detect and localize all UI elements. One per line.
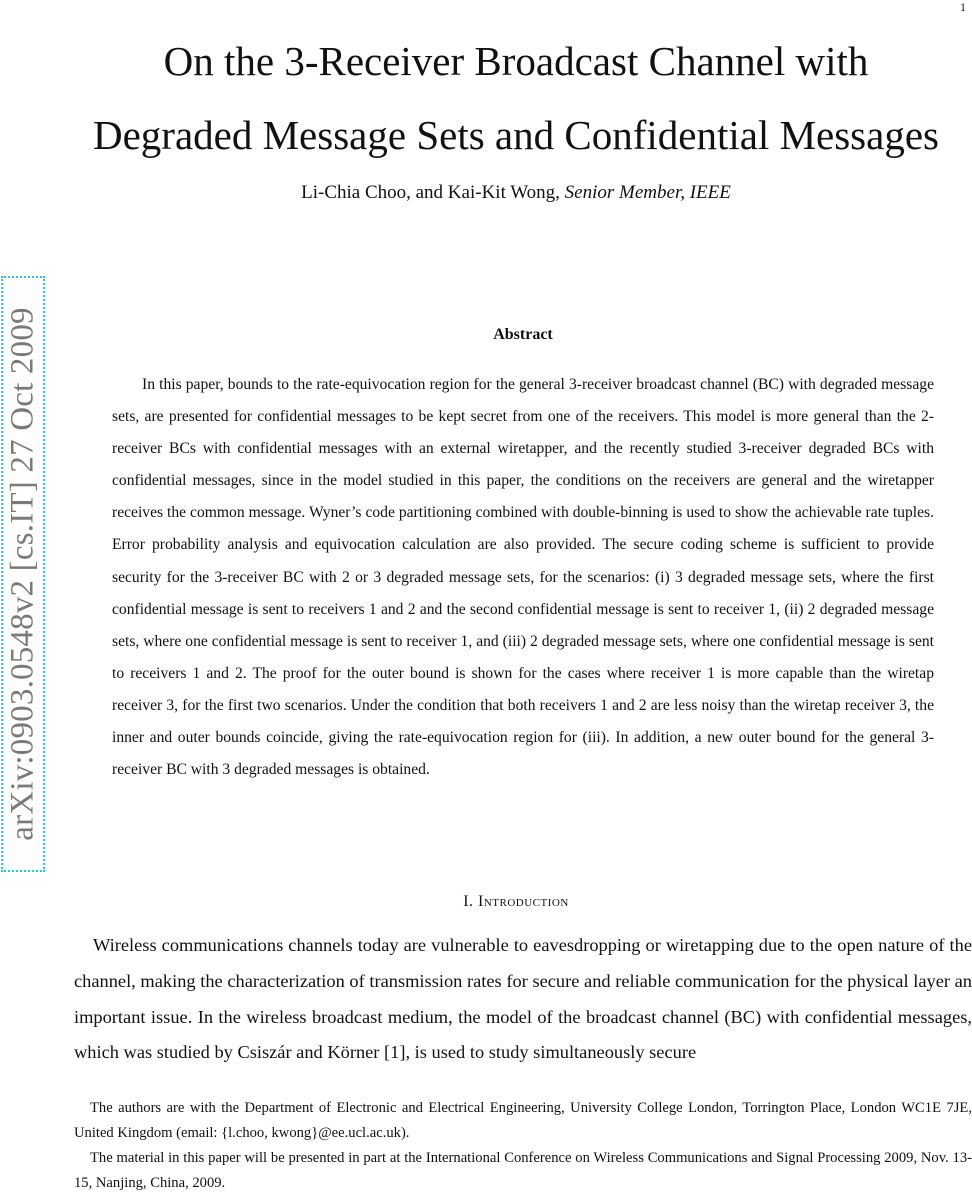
footnote-affiliation: The authors are with the Department of Electronic and Electrical Engineering, University College London, Torrington Place, London WC1E 7JE, United Kingdom (email: {l.choo, kwong}@ee.ucl.ac.uk). xyxy=(74,1100,972,1141)
section-numeral: I. xyxy=(463,893,479,910)
abstract-heading: Abstract xyxy=(493,326,553,343)
page-number: 1 xyxy=(960,0,966,14)
title-line-2: Degraded Message Sets and Confidential Messages xyxy=(93,112,939,158)
title-line-1: On the 3-Receiver Broadcast Channel with xyxy=(163,38,869,84)
footnote-presentation: The material in this paper will be presented in part at the International Conference on Wireless Communications and Signal Processing 2009, Nov. 13-15, Nanjing, China, 2009. xyxy=(74,1150,972,1191)
paper-title xyxy=(60,24,972,172)
section-heading-introduction xyxy=(60,893,972,911)
author-names: Li-Chia Choo, and Kai-Kit Wong, xyxy=(301,182,565,203)
arxiv-identifier: arXiv:0903.0548v2 [cs.IT] 27 Oct 2009 xyxy=(4,307,41,841)
footnotes xyxy=(74,1096,972,1196)
arxiv-stamp xyxy=(1,276,45,872)
abstract-text: In this paper, bounds to the rate-equivocation region for the general 3-receiver broadcast channel (BC) with degraded message sets, are presented for confidential messages to be kept secret from one of the receivers. This model is more general than the 2-receiver BCs with confidential messages with an external wiretapper, and the recently studied 3-receiver degraded BCs with confidential messages, since in the model studied in this paper, the conditions on the receivers are general and the wiretapper receives the common message. Wyner’s code partitioning combined with double-binning is used to show the achievable rate tuples. Error probability analysis and equivocation calculation are also provided. The secure coding scheme is sufficient to provide security for the 3-receiver BC with 2 or 3 degraded message sets, for the scenarios: (i) 3 degraded message sets, where the first confidential message is sent to receivers 1 and 2 and the second confidential message is sent to receiver 1, (ii) 2 degraded message sets, where one confidential message is sent to receiver 1, and (iii) 2 degraded message sets, where one confidential message is sent to receivers 1 and 2. The proof for the outer bound is shown for the cases where receiver 1 is more capable than the wiretap receiver 3, for the first two scenarios. Under the condition that both receivers 1 and 2 are less noisy than the wiretap receiver 3, the inner and outer bounds coincide, giving the rate-equivocation region for (iii). In addition, a new outer bound for the general 3-receiver BC with 3 degraded messages is obtained. xyxy=(112,376,934,779)
author-affiliation: Senior Member, IEEE xyxy=(564,182,731,203)
section-title: Introduction xyxy=(478,893,569,910)
introduction-paragraph: Wireless communications channels today are vulnerable to eavesdropping or wiretapping due to the open nature of the channel, making the characterization of transmission rates for secure and reliable communication for the physical layer an important issue. In the wireless broadcast medium, the model of the broadcast channel (BC) with confidential messages, which was studied by Csiszár and Körner [1], is used to study simultaneously secure xyxy=(74,935,972,1063)
author-line xyxy=(60,182,972,204)
